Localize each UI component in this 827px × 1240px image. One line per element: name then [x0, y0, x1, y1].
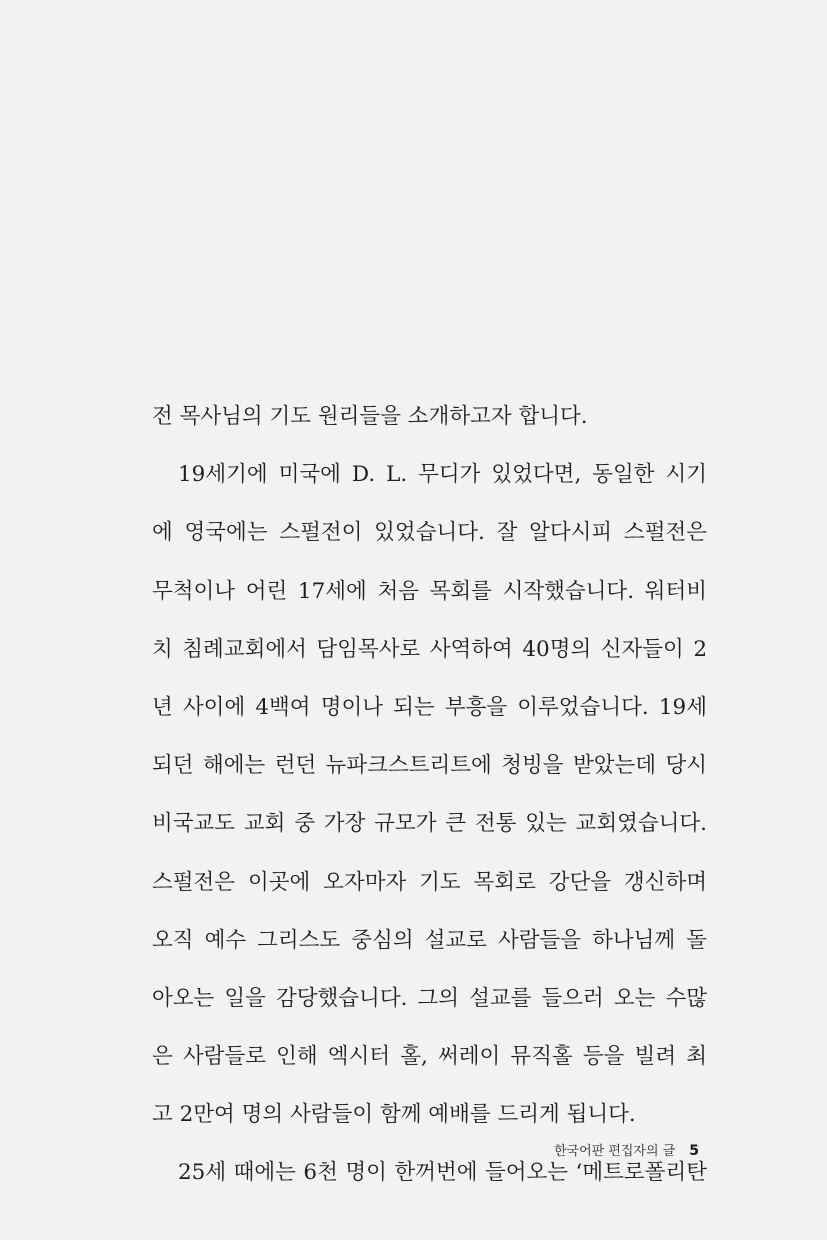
body-line: 전 목사님의 기도 원리들을 소개하고자 합니다. — [152, 404, 588, 429]
body-line: 오직 예수 그리스도 중심의 설교로 사람들을 하나님께 돌 — [152, 927, 707, 953]
body-text — [152, 388, 707, 1203]
page-number: 5 — [689, 1143, 699, 1159]
page-footer — [554, 1141, 699, 1162]
running-head: 한국어판 편집자의 글 — [553, 1144, 676, 1159]
body-line: 스펄전은 이곳에 오자마자 기도 목회로 강단을 갱신하며 — [152, 869, 707, 895]
body-line: 19세기에 미국에 D. L. 무디가 있었다면, 동일한 시기 — [178, 462, 707, 488]
body-line: 은 사람들로 인해 엑시터 홀, 써레이 뮤직홀 등을 빌려 최 — [152, 1044, 707, 1070]
body-line: 25세 때에는 6천 명이 한꺼번에 들어오는 ‘메트로폴리탄 — [178, 1160, 707, 1186]
body-line: 무척이나 어린 17세에 처음 목회를 시작했습니다. 워터비 — [152, 578, 707, 604]
body-line: 에 영국에는 스펄전이 있었습니다. 잘 알다시피 스펄전은 — [152, 520, 707, 546]
body-line: 고 2만여 명의 사람들이 함께 예배를 드리게 됩니다. — [152, 1102, 636, 1128]
body-line: 년 사이에 4백여 명이나 되는 부흥을 이루었습니다. 19세 — [152, 694, 707, 720]
body-line: 되던 해에는 런던 뉴파크스트리트에 청빙을 받았는데 당시 — [152, 753, 707, 779]
body-line: 비국교도 교회 중 가장 규모가 큰 전통 있는 교회였습니다. — [152, 811, 707, 837]
body-line: 아오는 일을 감당했습니다. 그의 설교를 들으러 오는 수많 — [152, 985, 707, 1011]
body-line: 치 침례교회에서 담임목사로 사역하여 40명의 신자들이 2 — [152, 636, 707, 662]
